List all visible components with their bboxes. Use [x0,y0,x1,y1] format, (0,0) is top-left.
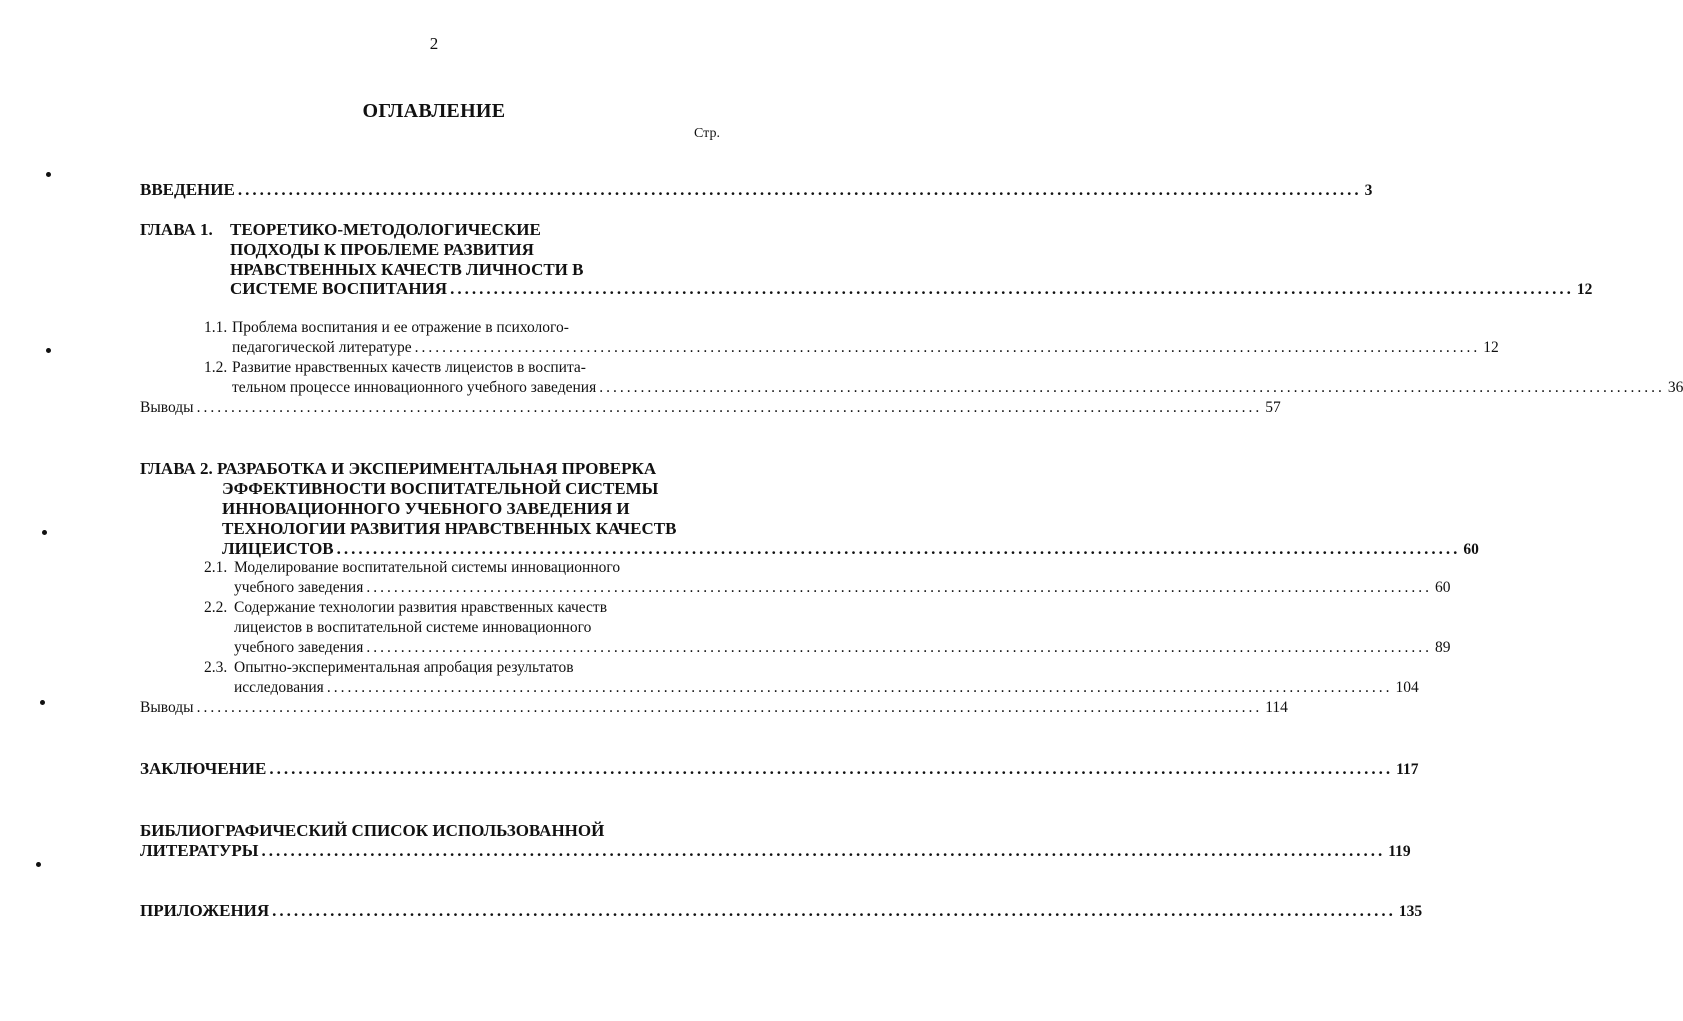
toc-chapter-1-title-line: НРАВСТВЕННЫХ КАЧЕСТВ ЛИЧНОСТИ В [230,260,584,279]
toc-leader: ........................................................................................................................................................... [196,399,1263,416]
toc-page: 104 [1395,679,1419,696]
toc-page: 3 [1364,182,1373,199]
page-title: ОГЛАВЛЕНИЕ [362,100,506,122]
toc-leader: ........................................................................................................................................................... [366,579,1432,596]
page-column-label: Стр. [694,126,720,141]
toc-chapter-2-title-line: ЭФФЕКТИВНОСТИ ВОСПИТАТЕЛЬНОЙ СИСТЕМЫ [222,479,659,498]
toc-section-number: 1.2. [204,359,228,376]
toc-section-2-2-line: лицеистов в воспитательной системе инновационного [234,619,592,636]
toc-entry-section-1-2[interactable] [232,379,1683,399]
toc-chapter-1-title-line: ПОДХОДЫ К ПРОБЛЕМЕ РАЗВИТИЯ [230,240,534,259]
toc-section-number: 2.3. [204,659,228,676]
scan-speck [46,348,51,353]
toc-page: 36 [1667,379,1683,396]
toc-entry-section-1-1[interactable] [232,339,1499,359]
toc-page: 60 [1463,541,1479,558]
toc-leader: ........................................................................................................................................................... [237,180,1362,199]
toc-label: ПРИЛОЖЕНИЯ [140,901,270,920]
toc-page: 119 [1388,843,1411,860]
toc-chapter-1-prefix: ГЛАВА 1. [140,220,213,239]
toc-label: Выводы [140,699,194,716]
toc-leader: ........................................................................................................................................................... [196,699,1263,716]
toc-chapter-2-title-line: ГЛАВА 2. РАЗРАБОТКА И ЭКСПЕРИМЕНТАЛЬНАЯ ПРОВЕРКА [140,459,657,478]
toc-entry-conclusion[interactable] [140,759,1419,779]
toc-entry-appendices[interactable] [140,901,1423,921]
toc-page: 57 [1265,399,1281,416]
toc-page: 12 [1483,339,1499,356]
toc-page: 60 [1434,579,1451,596]
toc-label: исследования [234,679,324,696]
toc-entry-section-2-1[interactable] [234,579,1451,599]
toc-label: СИСТЕМЕ ВОСПИТАНИЯ [230,279,448,298]
toc-label: Выводы [140,399,194,416]
toc-leader: ........................................................................................................................................................... [272,901,1396,920]
toc-section-1-2-line: Развитие нравственных качеств лицеистов в воспита- [232,359,586,376]
toc-leader: ........................................................................................................................................................... [366,639,1432,656]
toc-entry-chapter-2[interactable] [222,539,1479,559]
toc-label: ЛИТЕРАТУРЫ [140,841,259,860]
toc-entry-intro[interactable] [140,180,1373,200]
toc-leader: ........................................................................................................................................................... [269,759,1394,778]
toc-label: ЛИЦЕИСТОВ [222,539,334,558]
toc-label: тельном процессе инновационного учебного заведения [232,379,597,396]
scan-speck [46,172,51,177]
toc-label: педагогической литературе [232,339,412,356]
scan-speck [42,530,47,535]
toc-page: 114 [1265,699,1288,716]
toc-leader: ........................................................................................................................................................... [450,279,1574,298]
toc-section-number: 2.2. [204,599,228,616]
toc-bibliography-line: БИБЛИОГРАФИЧЕСКИЙ СПИСОК ИСПОЛЬЗОВАННОЙ [140,821,605,840]
toc-page: 135 [1398,903,1423,920]
toc-page: 12 [1576,281,1593,298]
toc-section-number: 2.1. [204,559,228,576]
toc-entry-chapter-1[interactable] [230,279,1593,299]
toc-leader: ........................................................................................................................................................... [336,539,1461,558]
toc-label: ЗАКЛЮЧЕНИЕ [140,759,267,778]
toc-label: учебного заведения [234,579,364,596]
toc-entry-bibliography[interactable] [140,841,1411,861]
toc-section-2-3-line: Опытно-экспериментальная апробация результатов [234,659,574,676]
toc-page: 117 [1396,761,1419,778]
toc-entry-section-2-3[interactable] [234,679,1419,699]
page-number: 2 [429,34,439,53]
toc-leader: ........................................................................................................................................................... [599,379,1665,396]
scan-speck [36,862,41,867]
toc-chapter-1-title-line: ТЕОРЕТИКО-МЕТОДОЛОГИЧЕСКИЕ [230,220,541,239]
toc-section-2-1-line: Моделирование воспитательной системы инновационного [234,559,621,576]
toc-chapter-2-title-line: ТЕХНОЛОГИИ РАЗВИТИЯ НРАВСТВЕННЫХ КАЧЕСТВ [222,519,677,538]
toc-section-number: 1.1. [204,319,228,336]
toc-entry-conclusions-1[interactable] [140,399,1281,419]
toc-leader: ........................................................................................................................................................... [261,841,1386,860]
toc-chapter-2-title-line: ИННОВАЦИОННОГО УЧЕБНОГО ЗАВЕДЕНИЯ И [222,499,630,518]
toc-leader: ........................................................................................................................................................... [326,679,1393,696]
toc-leader: ........................................................................................................................................................... [414,339,1481,356]
toc-section-2-2-line: Содержание технологии развития нравственных качеств [234,599,608,616]
toc-entry-conclusions-2[interactable] [140,699,1288,719]
toc-label: ВВЕДЕНИЕ [140,180,235,199]
scan-speck [40,700,45,705]
toc-page: 89 [1434,639,1451,656]
toc-section-1-1-line: Проблема воспитания и ее отражение в психолого- [232,319,569,336]
toc-label: учебного заведения [234,639,364,656]
toc-entry-section-2-2[interactable] [234,639,1451,659]
